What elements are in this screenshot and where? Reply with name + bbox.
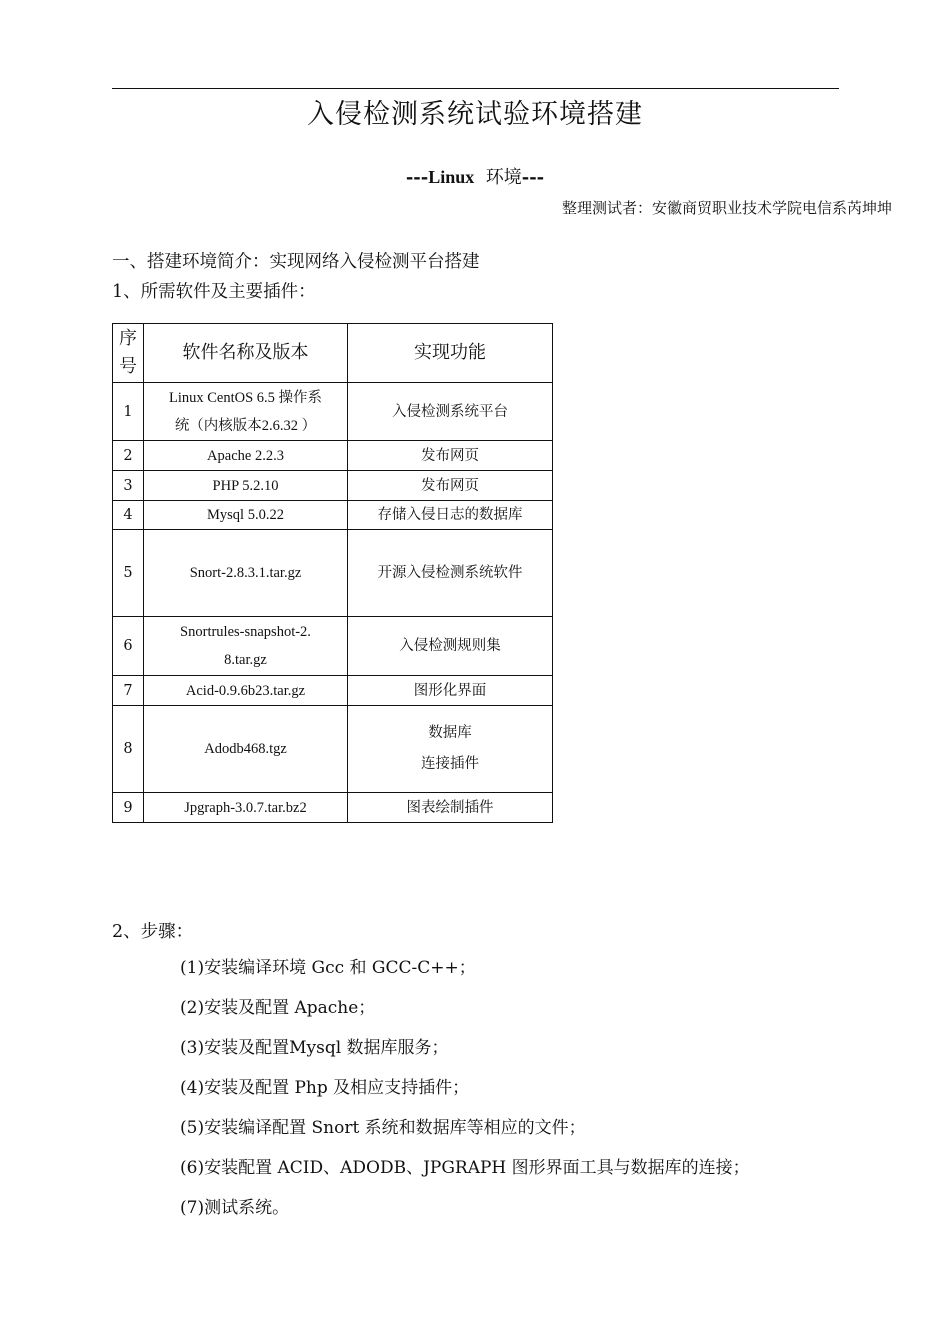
row-name: Adodb468.tgz — [144, 706, 348, 793]
table-row — [113, 471, 553, 501]
steps-list — [180, 956, 750, 1236]
author-line: 整理测试者：安徽商贸职业技术学院电信系芮坤坤 — [561, 199, 892, 217]
step-item: (2)安装及配置 Apache； — [180, 998, 376, 1018]
row-no: 8 — [113, 706, 144, 793]
software-table — [112, 323, 553, 823]
section-1-subheading: 1、所需软件及主要插件： — [112, 282, 316, 302]
subtitle-dash-right: --- — [521, 167, 545, 188]
table-row — [113, 383, 553, 441]
row-func: 图形化界面 — [348, 676, 553, 706]
row-func: 入侵检测系统平台 — [348, 383, 553, 441]
table-row — [113, 793, 553, 823]
table-header-row — [113, 324, 553, 383]
row-name: Snort-2.8.3.1.tar.gz — [144, 530, 348, 617]
step-item: (6)安装配置 ACID、ADODB、JPGRAPH 图形界面工具与数据库的连接； — [180, 1158, 750, 1178]
row-name: Linux CentOS 6.5 操作系 统（内核版本2.6.32 ） — [144, 383, 348, 441]
table-row — [113, 617, 553, 676]
subtitle-linux: Linux — [428, 167, 475, 187]
row-name: Snortrules-snapshot-2. 8.tar.gz — [144, 617, 348, 676]
subtitle-dash-left: --- — [405, 167, 429, 188]
row-no: 9 — [113, 793, 144, 823]
row-no: 1 — [113, 383, 144, 441]
header-name: 软件名称及版本 — [144, 324, 348, 383]
table-row — [113, 676, 553, 706]
row-name: PHP 5.2.10 — [144, 471, 348, 501]
row-no: 6 — [113, 617, 144, 676]
row-name: Mysql 5.0.22 — [144, 501, 348, 530]
row-no: 3 — [113, 471, 144, 501]
row-no: 2 — [113, 441, 144, 471]
subtitle-env: 环境 — [485, 167, 522, 188]
step-item: (1)安装编译环境 Gcc 和 GCC-C++； — [180, 958, 476, 978]
row-name: Apache 2.2.3 — [144, 441, 348, 471]
header-rule — [112, 88, 839, 89]
section-2-heading: 2、步骤： — [112, 922, 194, 942]
step-item: (4)安装及配置 Php 及相应支持插件； — [180, 1078, 470, 1098]
table-row — [113, 706, 553, 793]
table-row — [113, 530, 553, 617]
step-item: (5)安装编译配置 Snort 系统和数据库等相应的文件； — [180, 1118, 586, 1138]
step-item: (7)测试系统。 — [180, 1198, 290, 1218]
row-func: 开源入侵检测系统软件 — [348, 530, 553, 617]
row-func: 存储入侵日志的数据库 — [348, 501, 553, 530]
row-func: 数据库 连接插件 — [348, 706, 553, 793]
document-title: 入侵检测系统试验环境搭建 — [307, 99, 643, 130]
row-func: 入侵检测规则集 — [348, 617, 553, 676]
document-subtitle — [0, 163, 950, 189]
row-func: 发布网页 — [348, 441, 553, 471]
section-1-heading: 一、搭建环境简介：实现网络入侵检测平台搭建 — [112, 252, 480, 272]
header-func: 实现功能 — [348, 324, 553, 383]
row-func: 图表绘制插件 — [348, 793, 553, 823]
row-no: 4 — [113, 501, 144, 530]
row-func: 发布网页 — [348, 471, 553, 501]
row-name: Acid-0.9.6b23.tar.gz — [144, 676, 348, 706]
row-name: Jpgraph-3.0.7.tar.bz2 — [144, 793, 348, 823]
table-row — [113, 441, 553, 471]
row-no: 7 — [113, 676, 144, 706]
row-no: 5 — [113, 530, 144, 617]
table-row — [113, 501, 553, 530]
step-item: (3)安装及配置Mysql 数据库服务； — [180, 1038, 449, 1058]
header-no: 序 号 — [113, 324, 144, 383]
